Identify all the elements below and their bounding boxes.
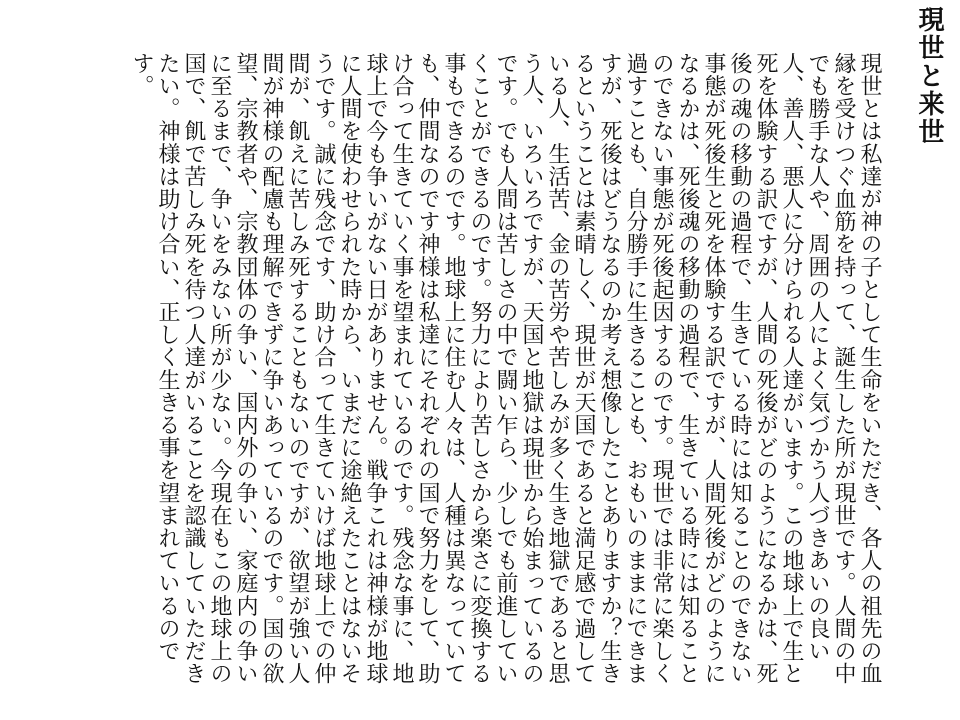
body-text: 現世とは私達が神の子として生命をいただき、各人の祖先の血縁を受けつぐ血筋を持って、誕生した所が現世です。人間の中でも勝手な人や、周囲の人によく気づかう人づきあいの良い人、善人、悪人に分けられる人達がいます。この地球上で生と死を体験する訳ですが、人間の死後がどのようになるかは、死後の魂の移動の過程で、生きている時には知ることのできない事態が死後生と死を体験する訳ですが、人間死後がどのようになるかは、死後魂の移動の過程で、生きている時には知ることのできない事態が死後起因するのです。現世では非常に楽しく過すことも、自分勝手に生きることも、おもいのままにできますが、死後はどうなるのか考え想像したことありますか？生きるということは素晴しく、現世が天国であると満足感で過している人、生活苦、金の苦労や苦しみが多く生き地獄であると思う人、いろいろですが、天国と地獄は現世から始まっているのです。でも人間は苦しさの中で闘い乍ら、少しでも前進していくことができるのです。努力により苦しさから楽さに変換する事もできるのです。地球上に住む人々は、人種は異なっていても、仲間なのです神様は私達にそれぞれの国で努力をして、助け合って生きていく事を望まれているのです。残念な事に、地球上で今も争いがない日がありません。戦争これは神様が地球に人間を使わせられた時から、いまだに途絶えたことはないそうです。誠に残念です、助け合って生きていけば地球上での仲間が、飢えに苦しみ死することもないのですが、欲望が強い人間が神様の配慮も理解できずに争いあっているのです。国の欲望、宗教者や、宗教団体の争い、国内外の争い、家庭内の争いに至るまで、争いをみない所が少ない。今現在もこの地球上の国で、飢で苦しみ死を待つ人達がいることを認識していただきたい。神様は助け合い、正しく生きる事を望まれているのです。 — [129, 52, 882, 685]
page-title: 現世と来世 — [914, 6, 944, 146]
